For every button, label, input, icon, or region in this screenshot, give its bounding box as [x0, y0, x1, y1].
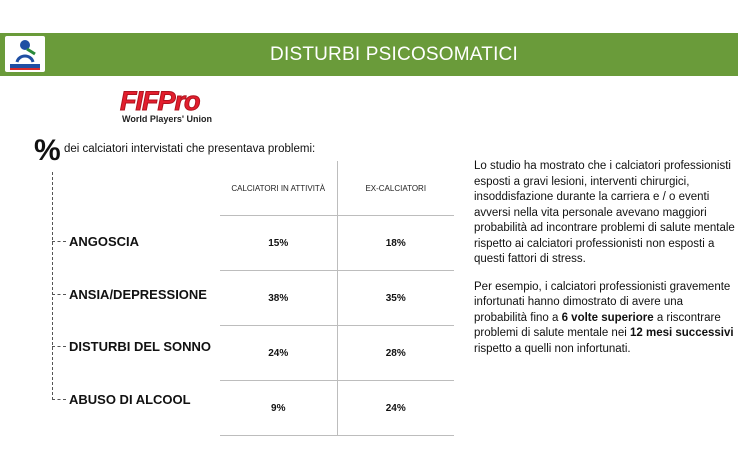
description-text: a riscontrare problemi di salute mentale nei — [474, 311, 721, 339]
tree-branch — [52, 241, 66, 242]
header-bar — [0, 33, 738, 76]
column-header-former: EX-CALCIATORI — [337, 161, 454, 216]
row-label-text: ANSIA/DEPRESSIONE — [69, 286, 207, 302]
table-cell: 15% — [220, 216, 337, 271]
description-paragraph-1: Lo studio ha mostrato che i calciatori professionisti esposti a gravi lesioni, interventi chirurgici, insoddisfazione durante la carriera e / o eventi avversi nella vita personale avevano maggiori probabilità ad incontrare problemi di salute mentale rispetto ai calciatori professionisti non esposti a questi fattori di stress. — [474, 160, 735, 265]
description-paragraph-2 — [474, 280, 736, 358]
row-label-alcool — [52, 391, 191, 407]
fifpro-logo-text: FIFPro — [120, 86, 200, 116]
page-title: DISTURBI PSICOSOMATICI — [270, 44, 518, 65]
table-cell: 24% — [220, 326, 337, 381]
federation-logo-icon — [5, 36, 45, 72]
tree-branch — [52, 294, 66, 295]
percent-symbol: % — [34, 134, 61, 167]
table-cell: 38% — [220, 271, 337, 326]
row-label-text: ABUSO DI ALCOOL — [69, 391, 191, 407]
description-text: rispetto a quelli non infortunati. — [474, 342, 631, 355]
description-text: Per esempio, i calciatori professionisti gravemente infortunati hanno dimostrato di avere una probabilità fino a — [474, 280, 731, 324]
table-cell: 28% — [337, 326, 454, 381]
row-label-text: DISTURBI DEL SONNO — [69, 338, 212, 354]
row-label-angoscia — [52, 233, 139, 249]
table-row — [220, 216, 454, 271]
highlight-months: 12 mesi successivi — [629, 327, 734, 339]
row-label-text: ANGOSCIA — [69, 233, 140, 249]
row-label-sonno — [52, 338, 211, 354]
column-header-active: CALCIATORI IN ATTIVITÀ — [220, 161, 337, 216]
tree-branch — [52, 346, 66, 347]
table-cell: 35% — [337, 271, 454, 326]
fifpro-logo — [120, 86, 225, 126]
table-row — [220, 326, 454, 381]
intro-text: dei calciatori intervistati che presentava problemi: — [64, 143, 316, 155]
results-table — [220, 161, 454, 436]
table-cell: 18% — [337, 216, 454, 271]
table-row — [220, 381, 454, 436]
row-label-ansia — [52, 286, 207, 302]
fifpro-tagline: World Players' Union — [122, 114, 212, 124]
table-header-row — [220, 161, 454, 216]
tree-branch — [52, 399, 66, 400]
table-row — [220, 271, 454, 326]
study-description — [474, 159, 736, 369]
table-cell: 24% — [337, 381, 454, 436]
table-cell: 9% — [220, 381, 337, 436]
highlight-times: 6 volte superiore — [561, 311, 654, 324]
